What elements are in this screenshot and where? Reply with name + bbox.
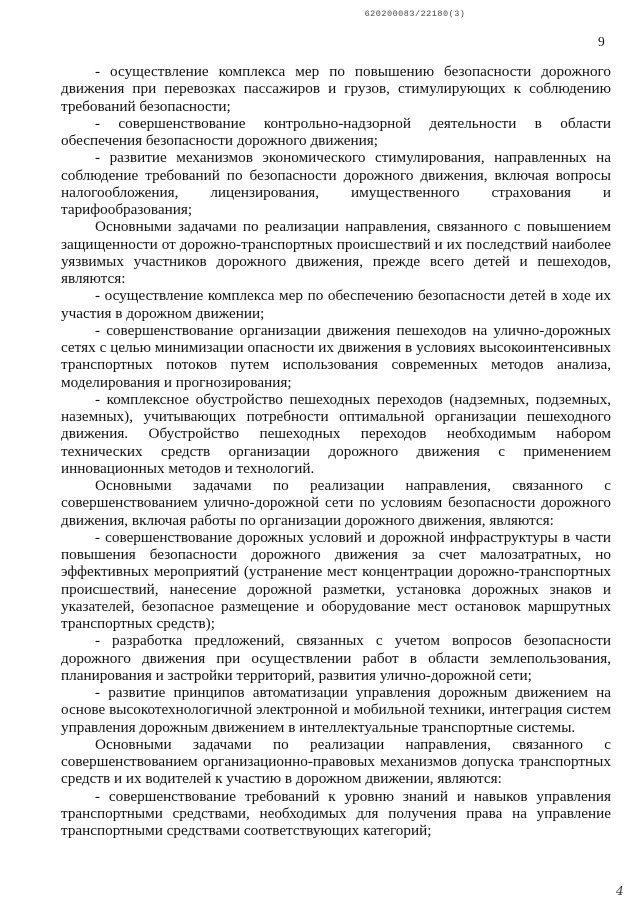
- paragraph-9: - совершенствование дорожных условий и дорожной инфраструктуры в части повышения безопасности дорожного движения за счет малозатратных, но эффективных мероприятий (устранение мест концентрации дорожно-транспортных происшествий, нанесение дорожной разметки, установка дорожных знаков и указателей, безопасное размещение и оборудование мест остановок маршрутных транспортных средств);: [61, 528, 611, 632]
- paragraph-11: - развитие принципов автоматизации управления дорожным движением на основе высокотехнологичной электронной и мобильной техники, интеграция систем управления дорожным движением в интеллектуальные транспортные системы.: [61, 684, 611, 736]
- paragraph-4: Основными задачами по реализации направления, связанного с повышением защищенности от дорожно-транспортных происшествий и их последствий наиболее уязвимых участников дорожного движения, прежде всего детей и пешеходов, являются:: [61, 218, 611, 287]
- paragraph-8: Основными задачами по реализации направления, связанного с совершенствованием улично-дорожной сети по условиям безопасности дорожного движения, включая работы по организации дорожного движения, являются:: [61, 477, 611, 529]
- paragraph-12: Основными задачами по реализации направления, связанного с совершенствованием организационно-правовых механизмов допуска транспортных средств и их водителей к участию в дорожном движении, являются:: [61, 735, 611, 788]
- handwritten-mark: 4: [616, 884, 624, 898]
- paragraph-13: - совершенствование требований к уровню знаний и навыков управления транспортными средствами, необходимых для получения права на управление транспортными средствами соответствующих категорий;: [61, 787, 611, 839]
- page-number: 9: [598, 34, 605, 49]
- document-id: 620200083/22180(3): [364, 9, 466, 19]
- paragraph-6: - совершенствование организации движения пешеходов на улично-дорожных сетях с целью минимизации опасности их движения в условиях высокоинтенсивных транспортных потоков путем использования современных методов анализа, моделирования и прогнозирования;: [61, 321, 611, 391]
- paragraph-7: - комплексное обустройство пешеходных переходов (надземных, подземных, наземных), учитывающих потребности оптимальной организации пешеходного движения. Обустройство пешеходных переходов необходимым набором технических средств организации дорожного движения с применением инновационных методов и технологий.: [61, 390, 611, 477]
- document-body: [61, 63, 611, 839]
- paragraph-3: - развитие механизмов экономического стимулирования, направленных на соблюдение требований по безопасности дорожного движения, включая вопросы налогообложения, лицензирования, имущественного страхования и тарифообразования;: [61, 149, 611, 218]
- paragraph-10: - разработка предложений, связанных с учетом вопросов безопасности дорожного движения при осуществлении работ в области землепользования, планирования и застройки территорий, развития улично-дорожной сети;: [61, 632, 611, 684]
- paragraph-1: - осуществление комплекса мер по повышению безопасности дорожного движения при перевозках пассажиров и грузов, стимулирующих к соблюдению требований безопасности;: [61, 63, 611, 115]
- paragraph-2: - совершенствование контрольно-надзорной деятельности в области обеспечения безопасности дорожного движения;: [61, 114, 611, 149]
- paragraph-5: - осуществление комплекса мер по обеспечению безопасности детей в ходе их участия в дорожном движении;: [61, 287, 611, 322]
